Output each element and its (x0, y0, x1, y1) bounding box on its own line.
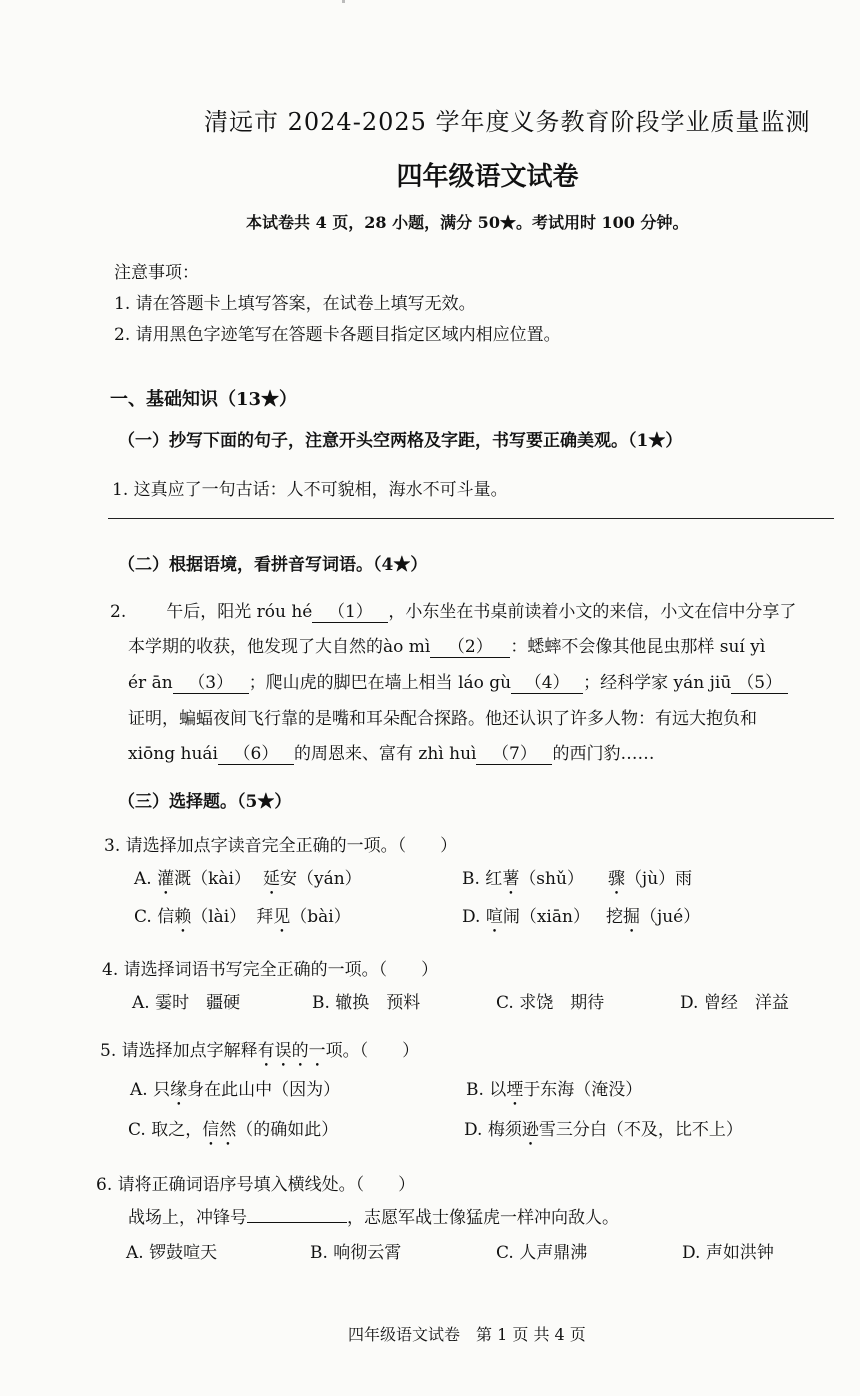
blank-6: （6） (218, 739, 294, 765)
q4-option-d: D. 曾经 洋益 (680, 993, 789, 1013)
q6-option-a: A. 锣鼓喧天 (126, 1243, 218, 1263)
notice-heading: 注意事项： (114, 263, 199, 283)
part-1-title: （一）抄写下面的句子，注意开头空两格及字距，书写要正确美观。（1★） (118, 431, 683, 451)
scan-speck (342, 0, 345, 3)
notice-item-2: 2. 请用黑色字迹笔写在答题卡各题目指定区域内相应位置。 (114, 325, 561, 345)
section-1-title: 一、基础知识（13★） (110, 389, 298, 410)
exam-title: 清远市 2024-2025 学年度义务教育阶段学业质量监测 (204, 108, 811, 136)
q4-option-b: B. 辙换 预料 (312, 993, 421, 1013)
blank-1: （1） (312, 597, 388, 623)
question-1: 1. 这真应了一句古话：人不可貌相，海水不可斗量。 (112, 480, 508, 500)
q4-option-a: A. 霎时 疆硬 (132, 993, 241, 1013)
question-2-line-4: 证明，蝙蝠夜间飞行靠的是嘴和耳朵配合探路。他还认识了许多人物：有远大抱负和 (128, 709, 757, 729)
q3-option-d: D. 喧闹（xiān） 挖掘（jué） (462, 907, 701, 927)
q6-option-d: D. 声如洪钟 (682, 1243, 774, 1263)
page-footer: 四年级语文试卷 第 1 页 共 4 页 (348, 1325, 586, 1344)
blank-4: （4） (511, 668, 583, 694)
q3-option-a: A. 灌溉（kài） 延安（yán） (134, 869, 362, 889)
question-6-sentence: 战场上，冲锋号 ，志愿军战士像猛虎一样冲向敌人。 (128, 1208, 619, 1228)
part-2-title: （二）根据语境，看拼音写词语。（4★） (118, 555, 428, 575)
blank-5: （5） (731, 668, 788, 694)
q6-option-c: C. 人声鼎沸 (496, 1243, 588, 1263)
question-2-line-2: 本学期的收获，他发现了大自然的ào mì （2） ：蟋蟀不会像其他昆虫那样 suí yì (128, 632, 765, 658)
blank-2: （2） (430, 632, 510, 658)
question-2-line-3: ér ān （3） ；爬山虎的脚巴在墙上相当 láo gù （4） ；经科学家 yán jiū （5） (128, 668, 788, 694)
question-2-line-1: 2. 午后，阳光 róu hé （1） ，小东坐在书桌前读着小文的来信，小文在信中分享了 (110, 597, 796, 623)
q3-option-b: B. 红薯（shǔ） 骤（jù）雨 (462, 869, 693, 889)
q6-blank (247, 1222, 347, 1223)
q5-option-d: D. 梅须逊雪三分白（不及，比不上） (464, 1120, 743, 1140)
q3-option-c: C. 信赖（lài） 拜见（bài） (134, 907, 351, 927)
blank-3: （3） (173, 668, 249, 694)
question-2-line-5: xiōng huái （6） 的周恩来、富有 zhì huì （7） 的西门豹…… (128, 739, 654, 765)
q6-option-b: B. 响彻云霄 (310, 1243, 402, 1263)
notice-item-1: 1. 请在答题卡上填写答案，在试卷上填写无效。 (114, 294, 476, 314)
blank-7: （7） (476, 739, 552, 765)
question-6-stem: 6. 请将正确词语序号填入横线处。（ ） (96, 1175, 416, 1195)
q5-option-b: B. 以堙于东海（淹没） (466, 1080, 643, 1100)
question-3-stem: 3. 请选择加点字读音完全正确的一项。（ ） (104, 836, 458, 856)
exam-info: 本试卷共 4 页，28 小题，满分 50★。考试用时 100 分钟。 (246, 213, 689, 232)
question-4-stem: 4. 请选择词语书写完全正确的一项。（ ） (102, 960, 439, 980)
q4-option-c: C. 求饶 期待 (496, 993, 605, 1013)
exam-subtitle: 四年级语文试卷 (396, 162, 579, 192)
question-2-number: 2. (110, 602, 127, 622)
question-5-stem: 5. 请选择加点字解释有误的一项。（ ） (100, 1041, 420, 1061)
writing-line (108, 518, 834, 519)
q5-option-a: A. 只缘身在此山中（因为） (130, 1080, 341, 1100)
q5-option-c: C. 取之，信然（的确如此） (128, 1120, 339, 1140)
part-3-title: （三）选择题。（5★） (118, 792, 292, 812)
